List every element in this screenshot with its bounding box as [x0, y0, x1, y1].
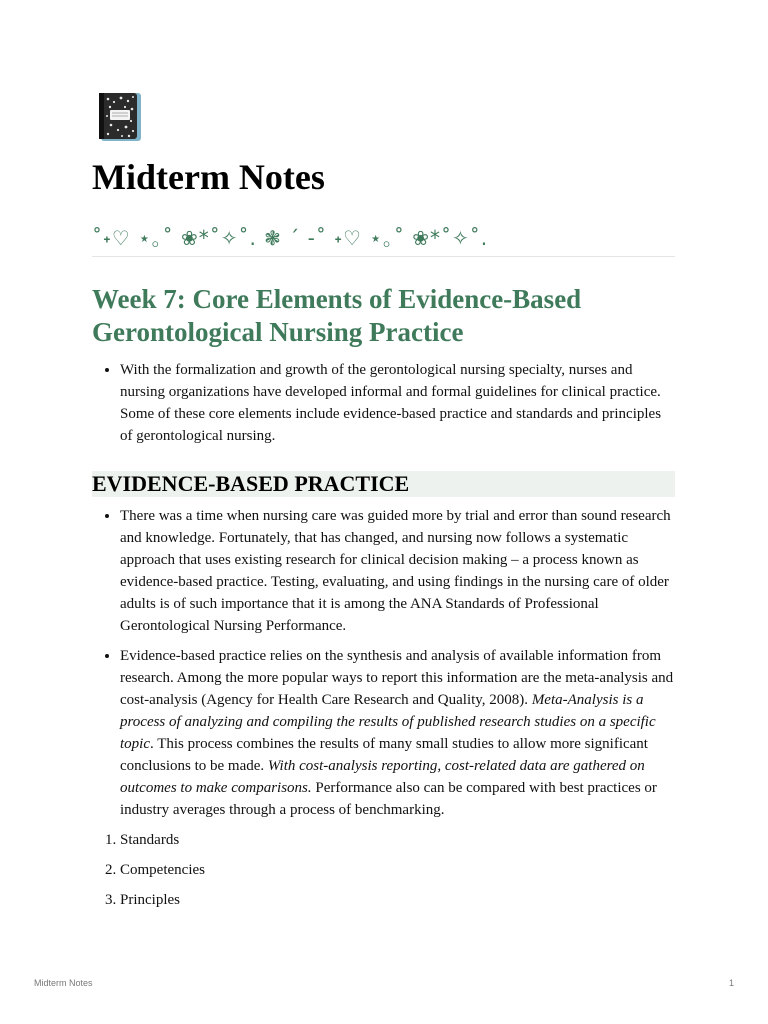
document-page [92, 92, 675, 919]
numbered-item: 3. Principles [120, 889, 675, 911]
list-item [120, 645, 675, 821]
text-run: . This process combines the results of many small studies to allow more significant conclusions to be made. [120, 736, 648, 774]
decorative-divider: ˚˖♡ ⋆｡˚ ❀*˚✧˚. ❃ ´ -˚ ˖♡ ⋆｡˚ ❀*˚✧˚. [92, 226, 489, 250]
list-item: • There was a time when nursing care was guided more by trial and error than sound research and knowledge. Fortunately, that has changed, and nursing now follows a systematic approach that uses existing research for clinical decision making – a process known as evidence-based practice. Testing, evaluating, and using findings in the nursing care of older adults is of such importance that it is among the ANA Standards of Professional Gerontological Nursing Performance. [120, 505, 675, 637]
section-heading: EVIDENCE-BASED PRACTICE [92, 471, 675, 497]
horizontal-rule [92, 256, 675, 257]
intro-bullet-list [92, 359, 675, 447]
numbered-item: 1. Standards [120, 829, 675, 851]
numbered-item: 2. Competencies [120, 859, 675, 881]
list-item: • With the formalization and growth of the gerontological nursing specialty, nurses and nursing organizations have developed informal and formal guidelines for clinical practice. Some of these core elements include evidence-based practice and standards and principles of gerontological nursing. [120, 359, 675, 447]
page-title: Midterm Notes [92, 157, 325, 197]
page-footer [34, 978, 734, 988]
ebp-bullet-list [92, 505, 675, 821]
numbered-list [92, 829, 675, 911]
cost-analysis-definition: With cost-analysis reporting, cost-related data are gathered on outcomes to make comparisons. [120, 758, 645, 796]
text-run: Evidence-based practice relies on the synthesis and analysis of available information from research. Among the more popular ways to report this information are the meta-analysis and cost-analysis (Agency for Health Care Research and Quality, 2008). [120, 648, 674, 708]
composition-notebook-icon [98, 92, 142, 142]
page-number: 1 [728, 978, 734, 988]
meta-analysis-definition: Meta-Analysis is a process of analyzing and compiling the results of published research studies on a specific topic [120, 692, 656, 752]
text-run: Performance also can be compared with best practices or industry averages through a process of benchmarking. [120, 780, 657, 818]
week-heading: Week 7: Core Elements of Evidence-Based Gerontological Nursing Practice [92, 284, 582, 347]
footer-title: Midterm Notes [34, 978, 93, 988]
